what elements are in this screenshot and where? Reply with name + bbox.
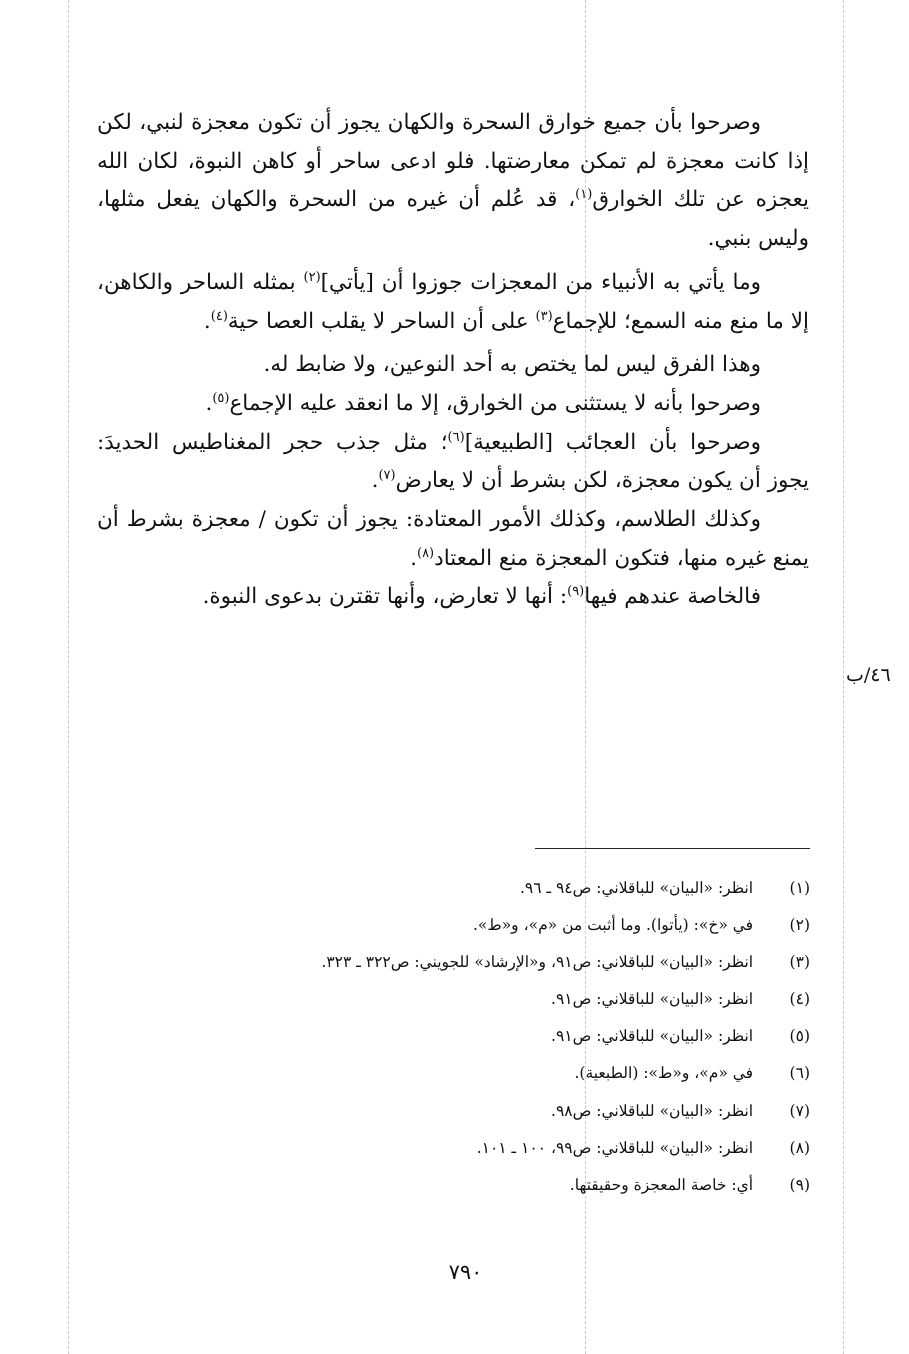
footnote-item (120, 948, 810, 985)
footnote-separator (535, 848, 810, 849)
footnote-text: انظر: «البيان» للباقلاني: ص٩٨. (551, 1101, 754, 1120)
footnote-text: أي: خاصة المعجزة وحقيقتها. (569, 1175, 754, 1194)
footnote-text: انظر: «البيان» للباقلاني: ص٩١. (551, 990, 754, 1009)
footnote-number: (٧) (789, 1101, 810, 1120)
paragraph-7: فالخاصة عندهم فيها$^{(٩)}$: أنها لا تعارض، وأنها تقترن بدعوى النبوة. (202, 584, 761, 610)
footnote-ref-7[interactable]: (٧) (378, 468, 396, 484)
main-text (97, 104, 809, 617)
footnote-text: انظر: «البيان» للباقلاني: ص٩٩، ١٠٠ ـ ١٠١. (476, 1138, 754, 1157)
footnote-text: انظر: «البيان» للباقلاني: ص٩٤ ـ ٩٦. (519, 879, 754, 897)
paragraph-6: وكذلك الطلاسم، وكذلك الأمور المعتادة: يجوز أن تكون / معجزة بشرط أن يمنع غيره منها، فتكون المعجزة منع المعتاد$^{(٨)}$. (97, 507, 809, 571)
footnote-ref-2[interactable]: (٢) (303, 269, 321, 285)
footnote-ref-9[interactable]: (٩) (567, 584, 585, 600)
paragraph-5: وصرحوا بأن العجائب [الطبيعية]$^{(٦)}$؛ مثل جذب حجر المغناطيس الحديدَ: يجوز أن يكون معجزة، لكن بشرط أن لا يعارض$^{(٧)}$. (97, 429, 809, 494)
footnote-number: (٥) (789, 1027, 810, 1046)
footnote-item (120, 1059, 810, 1096)
footnote-item (120, 1022, 810, 1059)
scan-guide-line (68, 0, 69, 1354)
paragraph-1: وصرحوا بأن جميع خوارق السحرة والكهان يجوز أن تكون معجزة لنبي، لكن إذا كانت معجزة لم تمكن معارضتها. فلو ادعى ساحر أو كاهن النبوة، لكان الله يعجزه عن تلك الخوارق$^{(١)}$، قد عُلم أن غيره من السحرة والكهان يفعل مثلها، وليس بنبي. (97, 110, 810, 252)
scan-guide-line (843, 0, 844, 1354)
footnote-ref-5[interactable]: (٥) (212, 390, 230, 406)
footnote-ref-1[interactable]: (١) (575, 187, 593, 203)
paragraph-3: وهذا الفرق ليس لما يختص به أحد النوعين، ولا ضابط له. (263, 352, 761, 378)
footnotes-list (120, 874, 810, 1208)
footnote-ref-4[interactable]: (٤) (210, 308, 228, 324)
footnote-number: (٩) (789, 1175, 810, 1194)
footnote-number: (٣) (789, 953, 810, 972)
footnote-item (120, 1171, 810, 1208)
footnote-number: (١) (789, 879, 810, 897)
paragraph-4: وصرحوا بأنه لا يستثنى من الخوارق، إلا ما انعقد عليه الإجماع$^{(٥)}$. (205, 390, 761, 416)
footnote-ref-8[interactable]: (٨) (416, 545, 435, 561)
footnote-item (120, 1134, 810, 1171)
footnote-item (120, 911, 810, 948)
footnote-item (120, 874, 810, 911)
footnote-number: (٦) (789, 1064, 810, 1083)
footnote-number: (٤) (789, 990, 810, 1009)
footnote-item (120, 1097, 810, 1134)
footnote-ref-6[interactable]: (٦) (447, 429, 465, 445)
footnote-text: انظر: «البيان» للباقلاني: ص٩١. (551, 1027, 754, 1046)
footnote-text: في «م»، و«ط»: (الطبعية). (574, 1064, 754, 1083)
footnote-text: في «خ»: (يأتوا). وما أثبت من «م»، و«ط». (472, 916, 754, 935)
manuscript-folio-note: ٤٦/ب (846, 664, 891, 686)
page-number: ٧٩٠ (448, 1260, 483, 1284)
footnote-item (120, 985, 810, 1022)
paragraph-2: وما يأتي به الأنبياء من المعجزات جوزوا أن [يأتي]$^{(٢)}$ بمثله الساحر والكاهن، إلا ما منع منه السمع؛ للإجماع$^{(٣)}$ على أن الساحر لا يقلب العصا حية$^{(٤)}$. (97, 269, 809, 334)
footnote-text: انظر: «البيان» للباقلاني: ص٩١، و«الإرشاد» للجويني: ص٣٢٢ ـ ٣٢٣. (321, 953, 754, 972)
footnote-number: (٢) (789, 916, 810, 935)
footnote-ref-3[interactable]: (٣) (535, 308, 553, 324)
footnote-number: (٨) (789, 1138, 810, 1157)
